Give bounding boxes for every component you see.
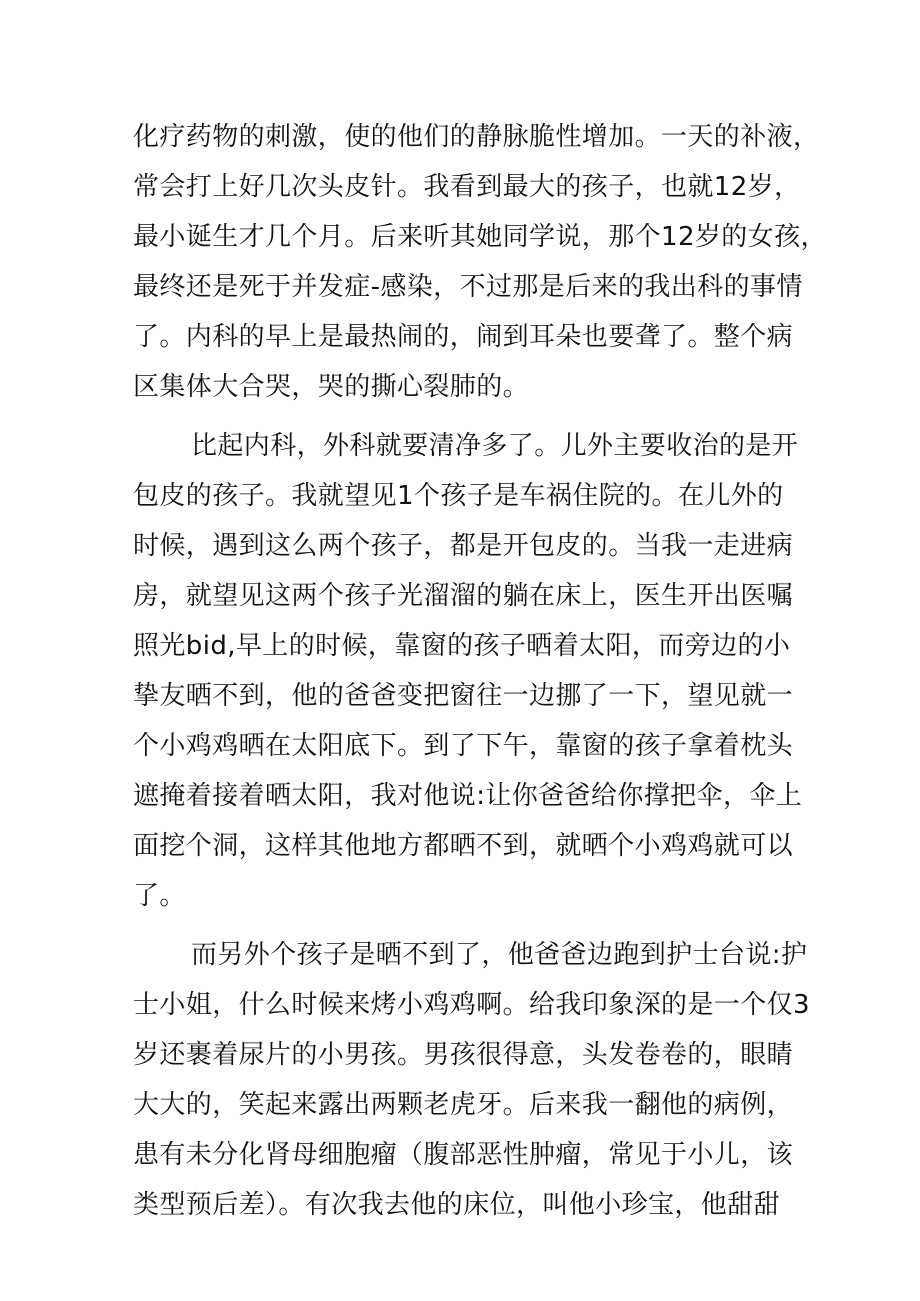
text-line: 化疗药物的刺激，使的他们的静脉脆性增加。一天的补液， <box>133 122 820 152</box>
text-line: 了。内科的早上是最热闹的，闹到耳朵也要聋了。整个病 <box>133 322 794 352</box>
text-line: 了。 <box>133 881 186 911</box>
text-line: 遮掩着接着晒太阳，我对他说:让你爸爸给你撑把伞，伞上 <box>133 781 803 811</box>
text-line: 面挖个洞，这样其他地方都晒不到，就晒个小鸡鸡就可以 <box>133 831 794 861</box>
text-line: 个小鸡鸡晒在太阳底下。到了下午，靠窗的孩子拿着枕头 <box>133 731 794 761</box>
text-line: 最终还是死于并发症-感染，不过那是后来的我出科的事情 <box>133 272 803 302</box>
document-body <box>133 112 827 1239</box>
text-line: 包皮的孩子。我就望见1个孩子是车祸住院的。在儿外的 <box>133 481 784 511</box>
paragraph-1 <box>133 112 827 412</box>
text-line: 房，就望见这两个孩子光溜溜的躺在床上，医生开出医嘱 <box>133 581 794 611</box>
paragraph-2 <box>133 421 813 921</box>
text-line: 患有未分化肾母细胞瘤（腹部恶性肿瘤，常见于小儿，该 <box>133 1140 794 1170</box>
text-line: 区集体大合哭，哭的撕心裂肺的。 <box>133 372 530 402</box>
text-line: 挚友晒不到，他的爸爸变把窗往一边挪了一下，望见就一 <box>133 681 794 711</box>
text-line: 常会打上好几次头皮针。我看到最大的孩子，也就12岁， <box>133 172 801 202</box>
text-line: 大大的，笑起来露出两颗老虎牙。后来我一翻他的病例， <box>133 1090 794 1120</box>
text-line: 而另外个孩子是晒不到了，他爸爸边跑到护士台说:护 <box>191 940 808 970</box>
paragraph-3 <box>133 930 813 1230</box>
text-line: 类型预后差）。有次我去他的床位，叫他小珍宝，他甜甜 <box>133 1190 781 1220</box>
text-line: 最小诞生才几个月。后来听其她同学说，那个12岁的女孩， <box>133 222 827 252</box>
text-line: 照光bid,早上的时候，靠窗的孩子晒着太阳，而旁边的小 <box>133 631 791 661</box>
text-line: 时候，遇到这么两个孩子，都是开包皮的。当我一走进病 <box>133 531 794 561</box>
text-line: 比起内科，外科就要清净多了。儿外主要收治的是开 <box>191 431 799 461</box>
text-line: 士小姐，什么时候来烤小鸡鸡啊。给我印象深的是一个仅3 <box>133 990 810 1020</box>
text-line: 岁还裹着尿片的小男孩。男孩很得意，头发卷卷的，眼睛 <box>133 1040 794 1070</box>
